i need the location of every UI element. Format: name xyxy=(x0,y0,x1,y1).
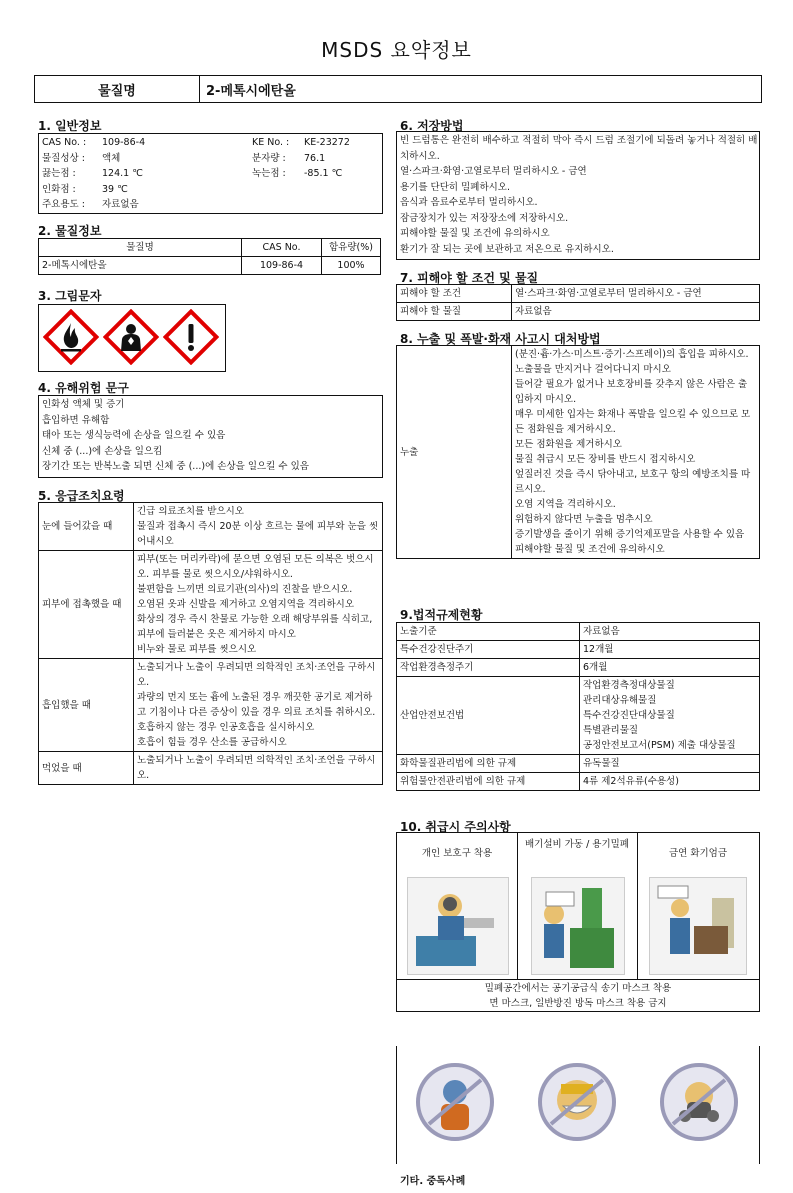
table-cell: 109-86-4 xyxy=(242,257,322,275)
substance-name-bar xyxy=(34,75,762,103)
table-row xyxy=(397,623,760,641)
handling-col xyxy=(637,833,759,979)
general-info-row xyxy=(39,135,382,151)
first-aid-line: 긴급 의료조치를 받으시오 xyxy=(137,506,244,517)
spill-line: 들어갈 필요가 없거나 보호장비를 갖추지 않은 사람은 출입하지 마시오. xyxy=(515,379,748,405)
spill-line: 엎질러진 것을 즉시 닦아내고, 보호구 항의 예방조치를 따르시오. xyxy=(515,469,751,495)
spill-line: 위험하지 않다면 누출을 멈추시오 xyxy=(515,514,653,525)
spill-line: 매우 미세한 입자는 화재나 폭발을 일으킬 수 있으므로 모든 점화원을 제거하시오. xyxy=(515,409,751,435)
regulation-value: 자료없음 xyxy=(580,623,760,641)
table-cell: 100% xyxy=(322,257,381,275)
section-2-heading: 2. 물질정보 xyxy=(38,224,102,238)
substance-table xyxy=(38,238,381,275)
section-9-heading: 9.법적규제현황 xyxy=(400,608,483,622)
first-aid-text xyxy=(134,659,383,752)
spill-line: (분진·흄·가스·미스트·증기·스프레이)의 흡입을 피하시오. xyxy=(515,349,749,360)
table-row xyxy=(397,659,760,677)
use-value: 자료없음 xyxy=(102,199,139,210)
mp-label: 녹는점 : xyxy=(252,168,286,179)
table-row xyxy=(39,257,381,275)
first-aid-line: 피부(또는 머리카락)에 묻으면 오염된 모든 의복은 벗으시오. 피부를 물로 씻으시오/샤워하시오. xyxy=(137,554,374,580)
bp-label: 끓는점 : xyxy=(42,168,76,179)
general-info-row xyxy=(39,182,382,198)
gas-mask-icon xyxy=(659,1062,739,1142)
first-aid-line: 비누와 물로 피부를 씻으시오 xyxy=(137,644,257,655)
first-aid-label: 눈에 들어갔을 때 xyxy=(39,503,134,551)
table-cell: 2-메톡시에탄올 xyxy=(39,257,242,275)
handling-col xyxy=(397,833,518,979)
mw-label: 분자량 : xyxy=(252,152,286,164)
section-8-heading: 8. 누출 및 폭발·화재 사고시 대처방법 xyxy=(400,332,601,346)
hazard-statement: 장기간 또는 반복노출 되면 신체 중 (...)에 손상을 일으킬 수 있음 xyxy=(42,461,309,472)
table-header: 함유량(%) xyxy=(322,239,381,257)
fp-label: 인화점 : xyxy=(42,183,76,195)
first-aid-line: 노출되거나 노출이 우려되면 의학적인 조치·조언을 구하시오. xyxy=(137,755,376,781)
section-10-heading: 10. 취급시 주의사항 xyxy=(400,820,511,834)
first-aid-line: 물질과 접촉시 즉시 20분 이상 흐르는 물에 피부와 눈을 씻어내시오 xyxy=(137,521,379,547)
section-4-heading: 4. 유해위험 문구 xyxy=(38,381,129,395)
spill-line: 모든 점화원을 제거하시오 xyxy=(515,439,622,450)
storage-line: 음식과 음료수로부터 멀리하시오. xyxy=(400,197,538,208)
table-row xyxy=(397,346,760,559)
fp-value: 39 ℃ xyxy=(102,183,128,195)
regulation-label: 노출기준 xyxy=(397,623,580,641)
first-aid-table xyxy=(38,502,383,785)
ppe-illustration xyxy=(407,877,509,975)
table-row xyxy=(39,551,383,659)
table-header: CAS No. xyxy=(242,239,322,257)
hazard-statement: 흡입하면 유해함 xyxy=(42,414,110,426)
dust-mask-icon xyxy=(537,1062,617,1142)
storage-line: 환기가 잘 되는 곳에 보관하고 저온으로 유지하시오. xyxy=(400,243,614,255)
substance-name-value: 2-메톡시에탄올 xyxy=(206,83,296,99)
table-header: 물질명 xyxy=(39,239,242,257)
table-row xyxy=(397,285,760,303)
regulation-label: 작업환경측정주기 xyxy=(397,659,580,677)
regulation-value: 12개월 xyxy=(580,641,760,659)
first-aid-line: 오염된 옷과 신발을 제거하고 오염지역을 격리하시오 xyxy=(137,599,354,610)
page-title: MSDS 요약정보 xyxy=(321,38,472,62)
table-row xyxy=(397,773,760,791)
first-aid-text xyxy=(134,752,383,785)
first-aid-text xyxy=(134,551,383,659)
storage-line: 피해야할 물질 및 조건에 유의하시오 xyxy=(400,228,550,239)
cas-label: CAS No. : xyxy=(42,137,87,148)
state-label: 물질성상 : xyxy=(42,152,85,164)
section-6-heading: 6. 저장방법 xyxy=(400,119,464,133)
flame-icon xyxy=(43,309,99,365)
first-aid-line: 과량의 먼지 또는 흄에 노출된 경우 깨끗한 공기로 제거하고 기침이나 다른 증상이 있을 경우 의료 조치를 취하시오. xyxy=(137,692,376,718)
first-aid-text xyxy=(134,503,383,551)
regulation-value xyxy=(580,677,760,755)
first-aid-line: 노출되거나 노출이 우려되면 의학적인 조치·조언을 구하시오. xyxy=(137,662,376,688)
spill-line: 오염 지역을 격리하시오. xyxy=(515,499,616,510)
hazard-statement: 인화성 액체 및 증기 xyxy=(42,399,125,410)
first-aid-label: 피부에 접촉했을 때 xyxy=(39,551,134,659)
regulation-value: 4류 제2석유류(수용성) xyxy=(580,773,760,791)
section-7-heading: 7. 피해야 할 조건 및 물질 xyxy=(400,271,539,285)
handling-note-line: 밀폐공간에서는 공기공급식 송기 마스크 착용 xyxy=(484,983,672,994)
general-info-row xyxy=(39,197,382,213)
table-row xyxy=(397,641,760,659)
table-row xyxy=(39,503,383,551)
hazard-statement: 신체 중 (...)에 손상을 일으킴 xyxy=(42,445,163,457)
storage-line: 빈 드럼통은 완전히 배수하고 적절히 막아 즉시 드럼 조절기에 되돌려 놓거나 적절히 배치하시오. xyxy=(400,135,758,162)
first-aid-line: 호흡이 힘들 경우 산소를 공급하시오 xyxy=(137,737,287,748)
regulation-label: 위험물안전관리법에 의한 규제 xyxy=(397,773,580,791)
handling-col-title: 금연 화기엄금 xyxy=(668,848,728,859)
mw-value: 76.1 xyxy=(304,152,326,164)
regulation-value: 유독물질 xyxy=(580,755,760,773)
hazard-statement: 태아 또는 생식능력에 손상을 일으킬 수 있음 xyxy=(42,430,226,441)
spill-table xyxy=(396,345,760,559)
storage-line: 열·스파크·화염·고열로부터 멀리하시오 - 금연 xyxy=(400,166,587,177)
handling-col xyxy=(517,833,638,979)
state-value: 액체 xyxy=(102,152,121,164)
table-row xyxy=(39,752,383,785)
poisoning-case-strip xyxy=(396,1046,760,1164)
handling-note-line: 면 마스크, 일반방진 방독 마스크 착용 금지 xyxy=(489,998,667,1009)
storage-line: 잠금장치가 있는 저장장소에 저장하시오. xyxy=(400,212,569,224)
avoid-label: 피해야 할 조건 xyxy=(397,285,512,303)
general-info-box xyxy=(38,133,383,214)
storage-box xyxy=(396,131,760,260)
spill-line: 증기발생을 줄이기 위해 증기억제포말을 사용할 수 있음 xyxy=(515,529,745,540)
storage-line: 용기를 단단히 밀폐하시오. xyxy=(400,181,511,193)
section-3-heading: 3. 그림문자 xyxy=(38,289,102,303)
mp-value: -85.1 ℃ xyxy=(304,168,343,179)
avoid-label: 피해야 할 물질 xyxy=(397,303,512,321)
handling-note xyxy=(397,979,759,1012)
no-smoking-illustration xyxy=(649,877,747,975)
handling-box xyxy=(396,832,760,1012)
regulation-item: 공정안전보고서(PSM) 제출 대상물질 xyxy=(583,740,736,751)
regulation-value: 6개월 xyxy=(580,659,760,677)
avoid-value: 열·스파크·화염·고열로부터 멀리하시오 - 금연 xyxy=(512,285,760,303)
first-aid-label: 흡입했을 때 xyxy=(39,659,134,752)
pictogram-box xyxy=(38,304,226,372)
handling-col-title: 개인 보호구 착용 xyxy=(421,848,493,859)
avoid-table xyxy=(396,284,760,321)
section-1-heading: 1. 일반정보 xyxy=(38,119,102,133)
regulation-item: 특별관리물질 xyxy=(583,725,639,736)
footer-label: 기타. 중독사례 xyxy=(400,1176,466,1187)
general-info-row xyxy=(39,151,382,167)
regulation-item: 작업환경측정대상물질 xyxy=(583,680,675,691)
table-row xyxy=(397,677,760,755)
spill-line: 피해야할 물질 및 조건에 유의하시오 xyxy=(515,544,665,555)
cas-value: 109-86-4 xyxy=(102,137,146,148)
handling-col-title: 배기설비 가동 / 용기밀폐 xyxy=(524,839,630,850)
substance-name-label: 물질명 xyxy=(35,76,200,102)
spill-line: 물질 취급시 모든 장비를 반드시 접지하시오 xyxy=(515,454,696,465)
table-header-row xyxy=(39,239,381,257)
hazard-statements-box xyxy=(38,395,383,478)
respirator-icon xyxy=(415,1062,495,1142)
avoid-value: 자료없음 xyxy=(512,303,760,321)
spill-label: 누출 xyxy=(397,346,512,559)
regulation-table xyxy=(396,622,760,791)
spill-text xyxy=(512,346,760,559)
use-label: 주요용도 : xyxy=(42,199,85,210)
first-aid-label: 먹었을 때 xyxy=(39,752,134,785)
regulation-label: 특수건강진단주기 xyxy=(397,641,580,659)
exclamation-icon xyxy=(163,309,219,365)
bp-value: 124.1 ℃ xyxy=(102,168,143,179)
spill-line: 노출물을 만지거나 걸어다니지 마시오 xyxy=(515,364,671,375)
table-row xyxy=(39,659,383,752)
regulation-label: 화학물질관리법에 의한 규제 xyxy=(397,755,580,773)
ventilation-illustration xyxy=(531,877,625,975)
ke-value: KE-23272 xyxy=(304,137,350,148)
general-info-row xyxy=(39,166,382,182)
table-row xyxy=(397,303,760,321)
first-aid-line: 화상의 경우 즉시 찬물로 가능한 오래 해당부위를 식히고, 피부에 들러붙은 옷은 제거하지 마시오 xyxy=(137,614,373,640)
regulation-item: 관리대상유해물질 xyxy=(583,695,657,706)
table-row xyxy=(397,755,760,773)
health-hazard-icon xyxy=(103,309,159,365)
regulation-label: 산업안전보건법 xyxy=(397,677,580,755)
regulation-item: 특수건강진단대상물질 xyxy=(583,710,675,721)
section-5-heading: 5. 응급조치요령 xyxy=(38,489,125,503)
ke-label: KE No. : xyxy=(252,137,290,148)
first-aid-line: 호흡하지 않는 경우 인공호흡을 실시하시오 xyxy=(137,722,315,733)
first-aid-line: 불편함을 느끼면 의료기관(의사)의 진찰을 받으시오. xyxy=(137,584,353,595)
